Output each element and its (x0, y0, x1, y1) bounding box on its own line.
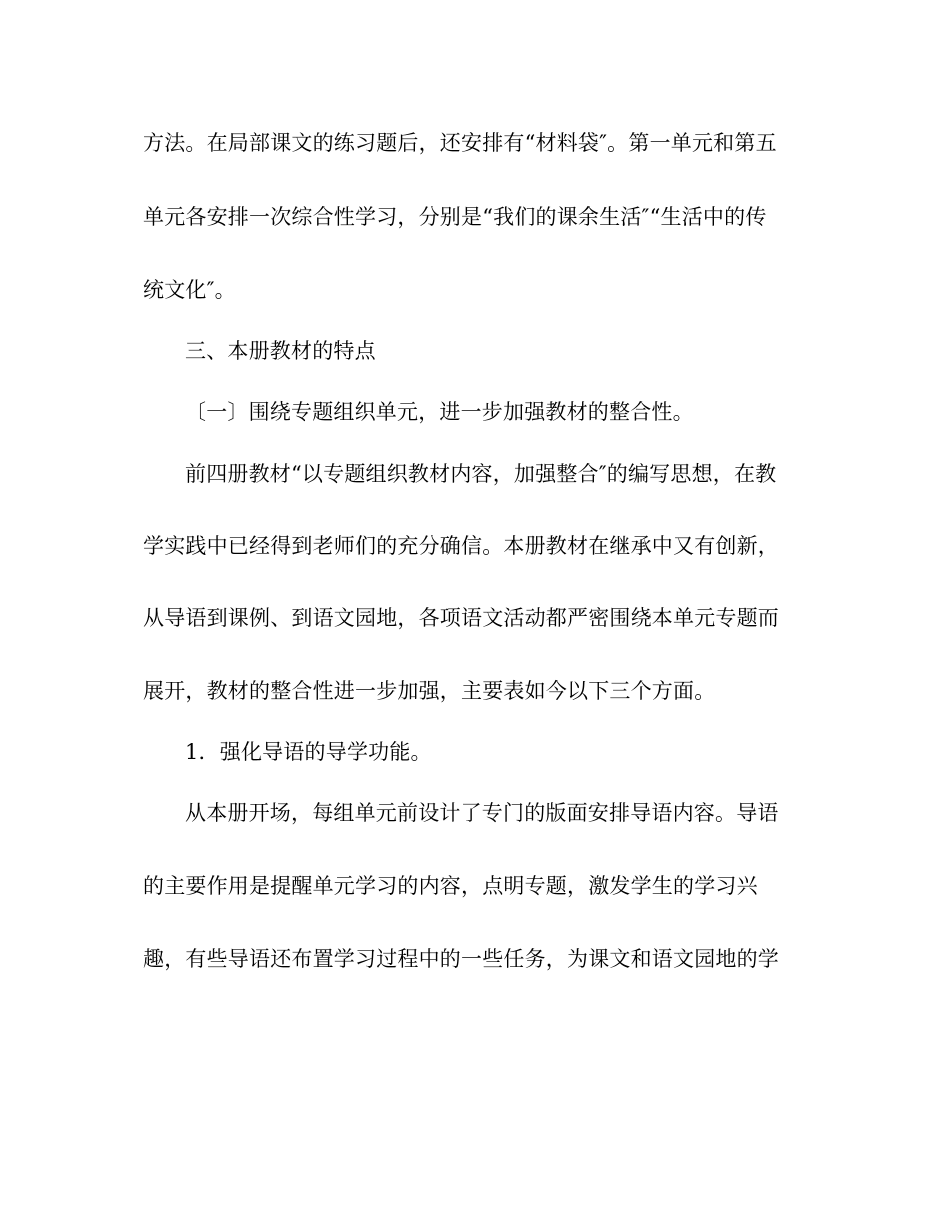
numbered-heading: 1．强化导语的导学功能。 (185, 740, 432, 764)
text-line: 方法。在局部课文的练习题后，还安排有“材料袋″。第一单元和第五 (143, 131, 777, 155)
paragraph-first-line: 从本册开场，每组单元前设计了专门的版面安排导语内容。导语 (185, 801, 779, 825)
paragraph-first-line: 前四册教材“以专题组织教材内容，加强整合″的编写思想，在教 (185, 462, 777, 486)
text-line: 统文化″。 (143, 278, 236, 302)
text-line: 学实践中已经得到老师们的充分确信。本册教材在继承中又有创新， (143, 534, 779, 558)
text-line: 单元各安排一次综合性学习，分别是“我们的课余生活″“生活中的传 (143, 205, 767, 229)
text-line: 趣，有些导语还布置学习过程中的一些任务，为课文和语文园地的学 (143, 947, 779, 971)
subsection-heading: 〔一〕围绕专题组织单元，进一步加强教材的整合性。 (185, 400, 694, 424)
text-line: 展开，教材的整合性进一步加强，主要表如今以下三个方面。 (143, 679, 716, 703)
section-heading: 三、本册教材的特点 (185, 339, 376, 363)
text-line: 从导语到课例、到语文园地，各项语文活动都严密围绕本单元专题而 (143, 606, 779, 630)
text-line: 的主要作用是提醒单元学习的内容，点明专题，激发学生的学习兴 (143, 874, 758, 898)
